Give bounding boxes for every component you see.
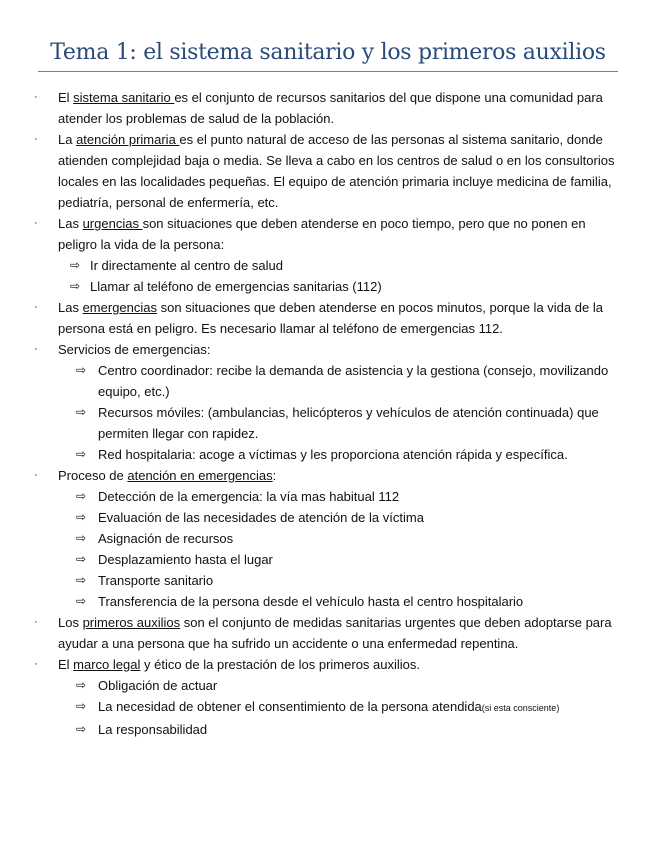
list-item: · El marco legal y ético de la prestación de los primeros auxilios. [32,654,622,675]
arrow-right-icon: ⇨ [76,573,87,587]
arrow-right-icon: ⇨ [70,279,81,293]
sub-list-item: ⇨ La necesidad de obtener el consentimiento de la persona atendida(si esta consciente) [32,696,622,719]
title-underline-rule [38,71,618,72]
list-item: · Las urgencias son situaciones que deben atenderse en poco tiempo, pero que no ponen en peligro la vida de la persona: [32,213,622,255]
sub-list-item: ⇨ Desplazamiento hasta el lugar [32,549,622,570]
bullet-icon: · [34,469,38,481]
defined-term: marco legal [73,657,141,672]
list-item: · Servicios de emergencias: [32,339,622,360]
sub-list-item: ⇨ Transferencia de la persona desde el vehículo hasta el centro hospitalario [32,591,622,612]
sub-list-item: ⇨ Centro coordinador: recibe la demanda de asistencia y la gestiona (consejo, movilizando equipo, etc.) [32,360,622,402]
bullet-icon: · [34,616,38,628]
sub-list-item: ⇨ Recursos móviles: (ambulancias, helicópteros y vehículos de atención continuada) que permiten llegar con rapidez. [32,402,622,444]
sub-list-item: ⇨ Evaluación de las necesidades de atención de la víctima [32,507,622,528]
list-item: · Las emergencias son situaciones que deben atenderse en pocos minutos, porque la vida de la persona está en peligro. Es necesario llamar al teléfono de emergencias 112. [32,297,622,339]
sub-list-item: ⇨ Llamar al teléfono de emergencias sanitarias (112) [32,276,622,297]
defined-term: primeros auxilios [82,615,181,630]
sub-list-item: ⇨ Asignación de recursos [32,528,622,549]
arrow-right-icon: ⇨ [76,699,87,713]
arrow-right-icon: ⇨ [76,510,87,524]
list-item: · Los primeros auxilios son el conjunto de medidas sanitarias urgentes que deben adoptarse para ayudar a una persona que ha sufrido un accidente o una enfermedad repentina. [32,612,622,654]
bullet-icon: · [34,133,38,145]
arrow-right-icon: ⇨ [76,678,87,692]
sub-list-item: ⇨ Red hospitalaria: acoge a víctimas y les proporciona atención rápida y específica. [32,444,622,465]
arrow-right-icon: ⇨ [76,722,87,736]
arrow-right-icon: ⇨ [76,489,87,503]
bullet-icon: · [34,301,38,313]
sub-list-item: ⇨ Ir directamente al centro de salud [32,255,622,276]
arrow-right-icon: ⇨ [76,447,87,461]
list-item: · La atención primaria es el punto natural de acceso de las personas al sistema sanitario, donde atienden complejidad baja o media. Se lleva a cabo en los centros de salud o en los consultorios locales en las localidades pequeñas. El equipo de atención primaria incluye medicina de familia, pediatría, personal de enfermería, etc. [32,129,622,213]
arrow-right-icon: ⇨ [76,531,87,545]
arrow-right-icon: ⇨ [76,594,87,608]
sub-list-item: ⇨ Obligación de actuar [32,675,622,696]
bullet-icon: · [34,91,38,103]
list-item: · Proceso de atención en emergencias: [32,465,622,486]
arrow-right-icon: ⇨ [76,405,87,419]
sub-list-item: ⇨ Detección de la emergencia: la vía mas habitual 112 [32,486,622,507]
bullet-list [32,87,622,740]
bullet-icon: · [34,343,38,355]
arrow-right-icon: ⇨ [76,363,87,377]
bullet-icon: · [34,217,38,229]
page-title: Tema 1: el sistema sanitario y los primeros auxilios [50,40,606,65]
small-note: (si esta consciente) [481,703,560,713]
bullet-icon: · [34,658,38,670]
defined-term: atención en emergencias [127,468,273,483]
arrow-right-icon: ⇨ [70,258,81,272]
sub-list-item: ⇨ La responsabilidad [32,719,622,740]
defined-term: atención primaria [76,132,180,147]
arrow-right-icon: ⇨ [76,552,87,566]
defined-term: emergencias [82,300,158,315]
sub-list-item: ⇨ Transporte sanitario [32,570,622,591]
defined-term: urgencias [82,216,143,231]
defined-term: sistema sanitario [73,90,175,105]
list-item: · El sistema sanitario es el conjunto de recursos sanitarios del que dispone una comunidad para atender los problemas de salud de la población. [32,87,622,129]
